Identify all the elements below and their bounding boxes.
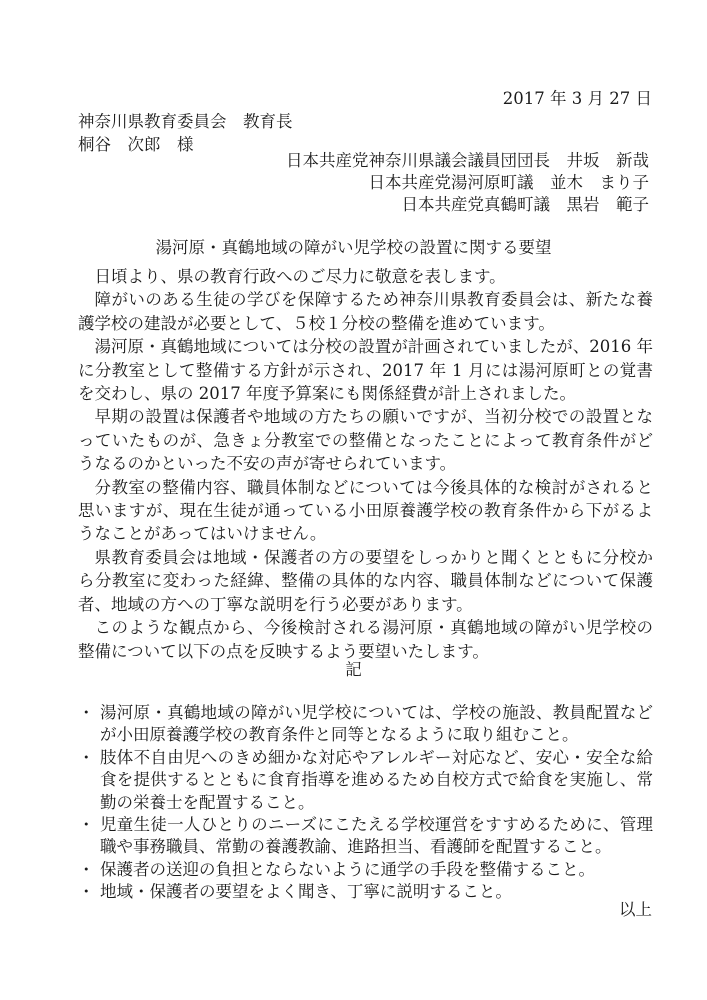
body-paragraph: 日頃より、県の教育行政へのご尽力に敬意を表します。 [94, 267, 506, 286]
sender-line: 日本共産党湯河原町議 並木 まり子 [368, 173, 649, 192]
request-list [78, 702, 653, 904]
list-item-text: 地域・保護者の要望をよく聞き、丁寧に説明すること。 [100, 882, 512, 902]
list-item [78, 881, 653, 903]
body-paragraph: 湯河原・真鶴地域については分校の設置が計画されていましたが、2016 年に分教室として整備する方針が示され、2017 年 1 月には湯河原町との覚書を交わし、県の 2017 年度予算案にも関係経費が計上されました。 [78, 337, 653, 404]
closing-ijou: 以上 [619, 900, 652, 919]
document-title: 湯河原・真鶴地域の障がい児学校の設置に関する要望 [155, 238, 552, 257]
list-item-text: 肢体不自由児へのきめ細かな対応やアレルギー対応など、安心・安全な給食を提供するとともに食育指導を進めるため自校方式で給食を実施し、常勤の栄養士を配置すること。 [100, 747, 653, 812]
body-paragraph: 障がいのある生徒の学びを保障するため神奈川県教育委員会は、新たな養護学校の建設が必要として、５校１分校の整備を進めています。 [78, 290, 653, 333]
body-paragraph: 分教室の整備内容、職員体制などについては今後具体的な検討がされると思いますが、現在生徒が通っている小田原養護学校の教育条件から下がるようなことがあってはいけません。 [78, 477, 653, 544]
list-item-text: 湯河原・真鶴地域の障がい児学校については、学校の施設、教員配置などが小田原養護学校の教育条件と同等となるように取り組むこと。 [100, 703, 653, 745]
body-paragraph: 早期の設置は保護者や地域の方たちの願いですが、当初分校での設置となっていたものが、急きょ分教室での整備となったことによって教育条件がどうなるのかといった不安の声が寄せられています。 [78, 407, 653, 474]
recipient-name: 桐谷 次郎 様 [78, 135, 194, 154]
list-item [78, 747, 653, 814]
bullet-mark: ・ [78, 815, 95, 835]
sender-line: 日本共産党神奈川県議会議員団団長 井坂 新哉 [286, 151, 649, 170]
list-item-text: 児童生徒一人ひとりのニーズにこたえる学校運営をすすめるために、管理職や事務職員、常勤の養護教諭、進路担当、看護師を配置すること。 [100, 815, 653, 857]
bullet-mark: ・ [78, 859, 95, 879]
list-item-text: 保護者の送迎の負担とならないように通学の手段を整備すること。 [100, 859, 595, 879]
recipient-organization: 神奈川県教育委員会 教育長 [78, 112, 293, 131]
list-item [78, 702, 653, 747]
bullet-mark: ・ [78, 747, 95, 767]
sender-block [286, 150, 649, 216]
list-item [78, 814, 653, 859]
bullet-mark: ・ [78, 882, 95, 902]
list-item [78, 859, 653, 881]
document-body [78, 265, 653, 663]
sender-line: 日本共産党真鶴町議 黒岩 範子 [401, 195, 649, 214]
document-date: 2017 年 3 月 27 日 [502, 89, 652, 108]
body-paragraph: 県教育委員会は地域・保護者の方の要望をしっかりと聞くとともに分校から分教室に変わった経緯、整備の具体的な内容、職員体制などについて保護者、地域の方への丁寧な説明を行う必要があります。 [78, 547, 653, 614]
bullet-mark: ・ [78, 703, 95, 722]
ki-heading: 記 [345, 660, 362, 679]
body-paragraph: このような観点から、今後検討される湯河原・真鶴地域の障がい児学校の整備について以下の点を反映するよう要望いたします。 [78, 618, 653, 661]
